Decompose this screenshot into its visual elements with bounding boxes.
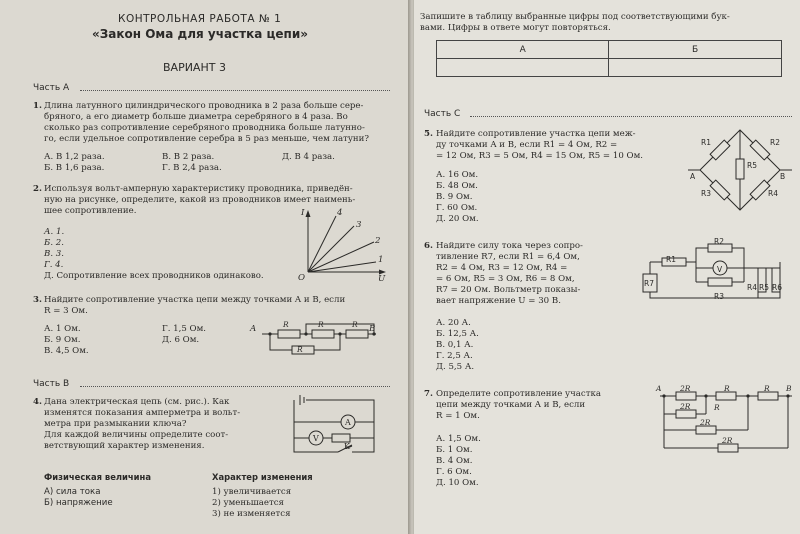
answer-head-a: А [437, 41, 609, 59]
label-2r: 2R [722, 436, 733, 445]
q3-option: Б. 9 Ом. [44, 335, 81, 345]
q4-text: изменятся показания амперметра и вольт- [44, 408, 241, 418]
q2-option: Д. Сопротивление всех проводников одинаково. [44, 271, 264, 281]
col2-header: Характер изменения [212, 472, 313, 482]
label-r: R [724, 384, 730, 393]
label-r6: R6 [772, 283, 782, 292]
q6-number: 6. [424, 241, 433, 251]
q5-option: А. 16 Ом. [436, 170, 479, 180]
resistor-label: R [318, 320, 324, 329]
label-a: A [656, 384, 662, 393]
part-a-label: Часть А [33, 83, 70, 93]
q5-text: = 12 Ом, R3 = 5 Ом, R4 = 15 Ом, R5 = 10 Ом. [436, 151, 643, 161]
q2-number: 2. [33, 184, 42, 194]
resistor [710, 180, 730, 200]
q6-option: Г. 2,5 А. [436, 351, 473, 361]
q4-text: Для каждой величины определите соот- [44, 430, 229, 440]
part-b-label: Часть В [33, 379, 70, 389]
q6-text: R7 = 20 Ом. Вольтметр показы- [436, 285, 581, 295]
variant-label: ВАРИАНТ 3 [163, 61, 226, 74]
resistor [708, 278, 732, 286]
key-label: K [344, 442, 350, 451]
q3-option: Д. 6 Ом. [162, 335, 200, 345]
iv-line-3 [308, 226, 354, 272]
answer-table [436, 40, 782, 77]
answer-cell-a[interactable] [437, 59, 609, 77]
voltmeter-label: V [313, 434, 319, 443]
q5-number: 5. [424, 129, 433, 139]
q2-option: Г. 4. [44, 260, 64, 270]
change-item: 3) не изменяется [212, 509, 291, 519]
quantity-item: А) сила тока [44, 487, 101, 497]
q5-text: Найдите сопротивление участка цепи меж- [436, 129, 636, 139]
resistor [710, 140, 730, 160]
part-c-label: Часть С [424, 109, 461, 119]
q3-text: R = 3 Ом. [44, 306, 88, 316]
q7-circuit [654, 388, 796, 458]
label-b: B [786, 384, 792, 393]
label-b: B [780, 172, 786, 181]
resistor [736, 159, 744, 179]
q3-option: Г. 1,5 Ом. [162, 324, 207, 334]
q7-text: R = 1 Ом. [436, 411, 480, 421]
label-r1: R1 [666, 255, 676, 264]
q6-option: Б. 12,5 А. [436, 329, 479, 339]
q2-text: шее сопротивление. [44, 206, 137, 216]
label-r5: R5 [759, 283, 769, 292]
q1-number: 1. [33, 101, 42, 111]
section-divider [80, 386, 390, 387]
q1-option: В. В 2 раза. [162, 152, 215, 162]
q5-text: ду точками A и B, если R1 = 4 Ом, R2 = [436, 140, 618, 150]
q6-text: Найдите силу тока через сопро- [436, 241, 583, 251]
q5-option: Б. 48 Ом. [436, 181, 478, 191]
q4-text: ветствующий характер изменения. [44, 441, 205, 451]
q1-option: Б. В 1,6 раза. [44, 163, 105, 173]
resistor [278, 330, 300, 338]
label-2r: 2R [680, 402, 691, 411]
q3-text: Найдите сопротивление участка цепи между точками A и B, если [44, 295, 346, 305]
q7-option: А. 1,5 Ом. [436, 434, 481, 444]
q6-option: Д. 5,5 А. [436, 362, 475, 372]
resistor [292, 346, 314, 354]
iv-line-4 [308, 216, 336, 272]
q2-text: Используя вольт-амперную характеристику проводника, приведён- [44, 184, 353, 194]
resistor-label: R [297, 345, 303, 354]
resistor [750, 140, 770, 160]
q5-option: В. 9 Ом. [436, 192, 473, 202]
answer-head-b: Б [609, 41, 782, 59]
q6-text: = 6 Ом, R5 = 3 Ом, R6 = 8 Ом, [436, 274, 575, 284]
label-2r: 2R [700, 418, 711, 427]
q1-text: Длина латунного цилиндрического проводника в 2 раза больше сере- [44, 101, 364, 111]
label-r: R [714, 403, 720, 412]
test-title: КОНТРОЛЬНАЯ РАБОТА № 1 [118, 13, 282, 25]
q7-option: Г. 6 Ом. [436, 467, 472, 477]
axis-label-u: U [378, 274, 386, 284]
label-a: A [690, 172, 696, 181]
label-r3: R3 [714, 292, 724, 301]
label-r4: R4 [747, 283, 757, 292]
q7-text: Определите сопротивление участка [436, 389, 601, 399]
label-r2: R2 [714, 237, 724, 246]
point-b: B [369, 324, 376, 334]
ammeter-label: A [345, 418, 351, 427]
resistor [750, 180, 770, 200]
label-v: V [717, 265, 723, 274]
q2-text: ную на рисунке, определите, какой из проводников имеет наимень- [44, 195, 356, 205]
label-r: R [764, 384, 770, 393]
table-intro: Запишите в таблицу выбранные цифры под соответствующими бук- [420, 12, 730, 22]
q7-option: В. 4 Ом. [436, 456, 473, 466]
q5-option: Д. 20 Ом. [436, 214, 479, 224]
q6-text: R2 = 4 Ом, R3 = 12 Ом, R4 = [436, 263, 568, 273]
point-a: A [250, 324, 257, 334]
q7-number: 7. [424, 389, 433, 399]
q2-option: В. 3. [44, 249, 64, 259]
q7-text: цепи между точками A и B, если [436, 400, 586, 410]
section-divider [80, 90, 390, 91]
resistor [346, 330, 368, 338]
section-divider [470, 116, 792, 117]
q1-text: го, если удельное сопротивление серебра в 5 раз меньше, чем латуни? [44, 134, 369, 144]
y-arrow-icon [306, 210, 311, 217]
label-r7: R7 [644, 279, 654, 288]
col1-header: Физическая величина [44, 472, 151, 482]
q6-option: В. 0,1 А. [436, 340, 474, 350]
q4-number: 4. [33, 397, 42, 407]
q1-option: Д. В 4 раза. [282, 152, 335, 162]
q2-option: А. 1. [44, 227, 65, 237]
q1-text: бряного, а его диаметр больше диаметра серебряного в 4 раза. Во [44, 112, 348, 122]
q1-option: Г. В 2,4 раза. [162, 163, 222, 173]
q4-text: Дана электрическая цепь (см. рис.). Как [44, 397, 230, 407]
answer-cell-b[interactable] [609, 59, 782, 77]
table-intro: вами. Цифры в ответе могут повторяться. [420, 23, 611, 33]
label-r1: R1 [701, 138, 711, 147]
quantity-item: Б) напряжение [44, 498, 113, 508]
resistor-label: R [352, 320, 358, 329]
q6-option: А. 20 А. [436, 318, 471, 328]
line-label-3: 3 [356, 220, 362, 230]
label-r4: R4 [768, 189, 778, 198]
q3-number: 3. [33, 295, 42, 305]
axis-origin: O [298, 273, 306, 283]
q6-text: вает напряжение U = 30 В. [436, 296, 561, 306]
test-subtitle: «Закон Ома для участка цепи» [92, 27, 309, 41]
change-item: 1) увеличивается [212, 487, 292, 497]
label-r2: R2 [770, 138, 780, 147]
q5-option: Г. 60 Ом. [436, 203, 478, 213]
q1-text: сколько раз сопротивление серебряного проводника больше латунно- [44, 123, 365, 133]
label-2r: 2R [680, 384, 691, 393]
axis-label-i: I [301, 208, 305, 218]
line-label-1: 1 [378, 255, 384, 265]
line-label-2: 2 [375, 236, 381, 246]
q3-option: А. 1 Ом. [44, 324, 81, 334]
q7-option: Б. 1 Ом. [436, 445, 473, 455]
label-r3: R3 [701, 189, 711, 198]
q6-text: тивление R7, если R1 = 6,4 Ом, [436, 252, 580, 262]
q4-text: метра при размыкании ключа? [44, 419, 187, 429]
change-item: 2) уменьшается [212, 498, 284, 508]
label-r5: R5 [747, 161, 757, 170]
line-label-4: 4 [337, 208, 343, 218]
q4-circuit [286, 392, 386, 464]
q1-option: А. В 1,2 раза. [44, 152, 105, 162]
resistor [312, 330, 334, 338]
q3-option: В. 4,5 Ом. [44, 346, 89, 356]
right-page [414, 0, 800, 534]
q7-option: Д. 10 Ом. [436, 478, 479, 488]
q2-option: Б. 2. [44, 238, 64, 248]
resistor-label: R [283, 320, 289, 329]
